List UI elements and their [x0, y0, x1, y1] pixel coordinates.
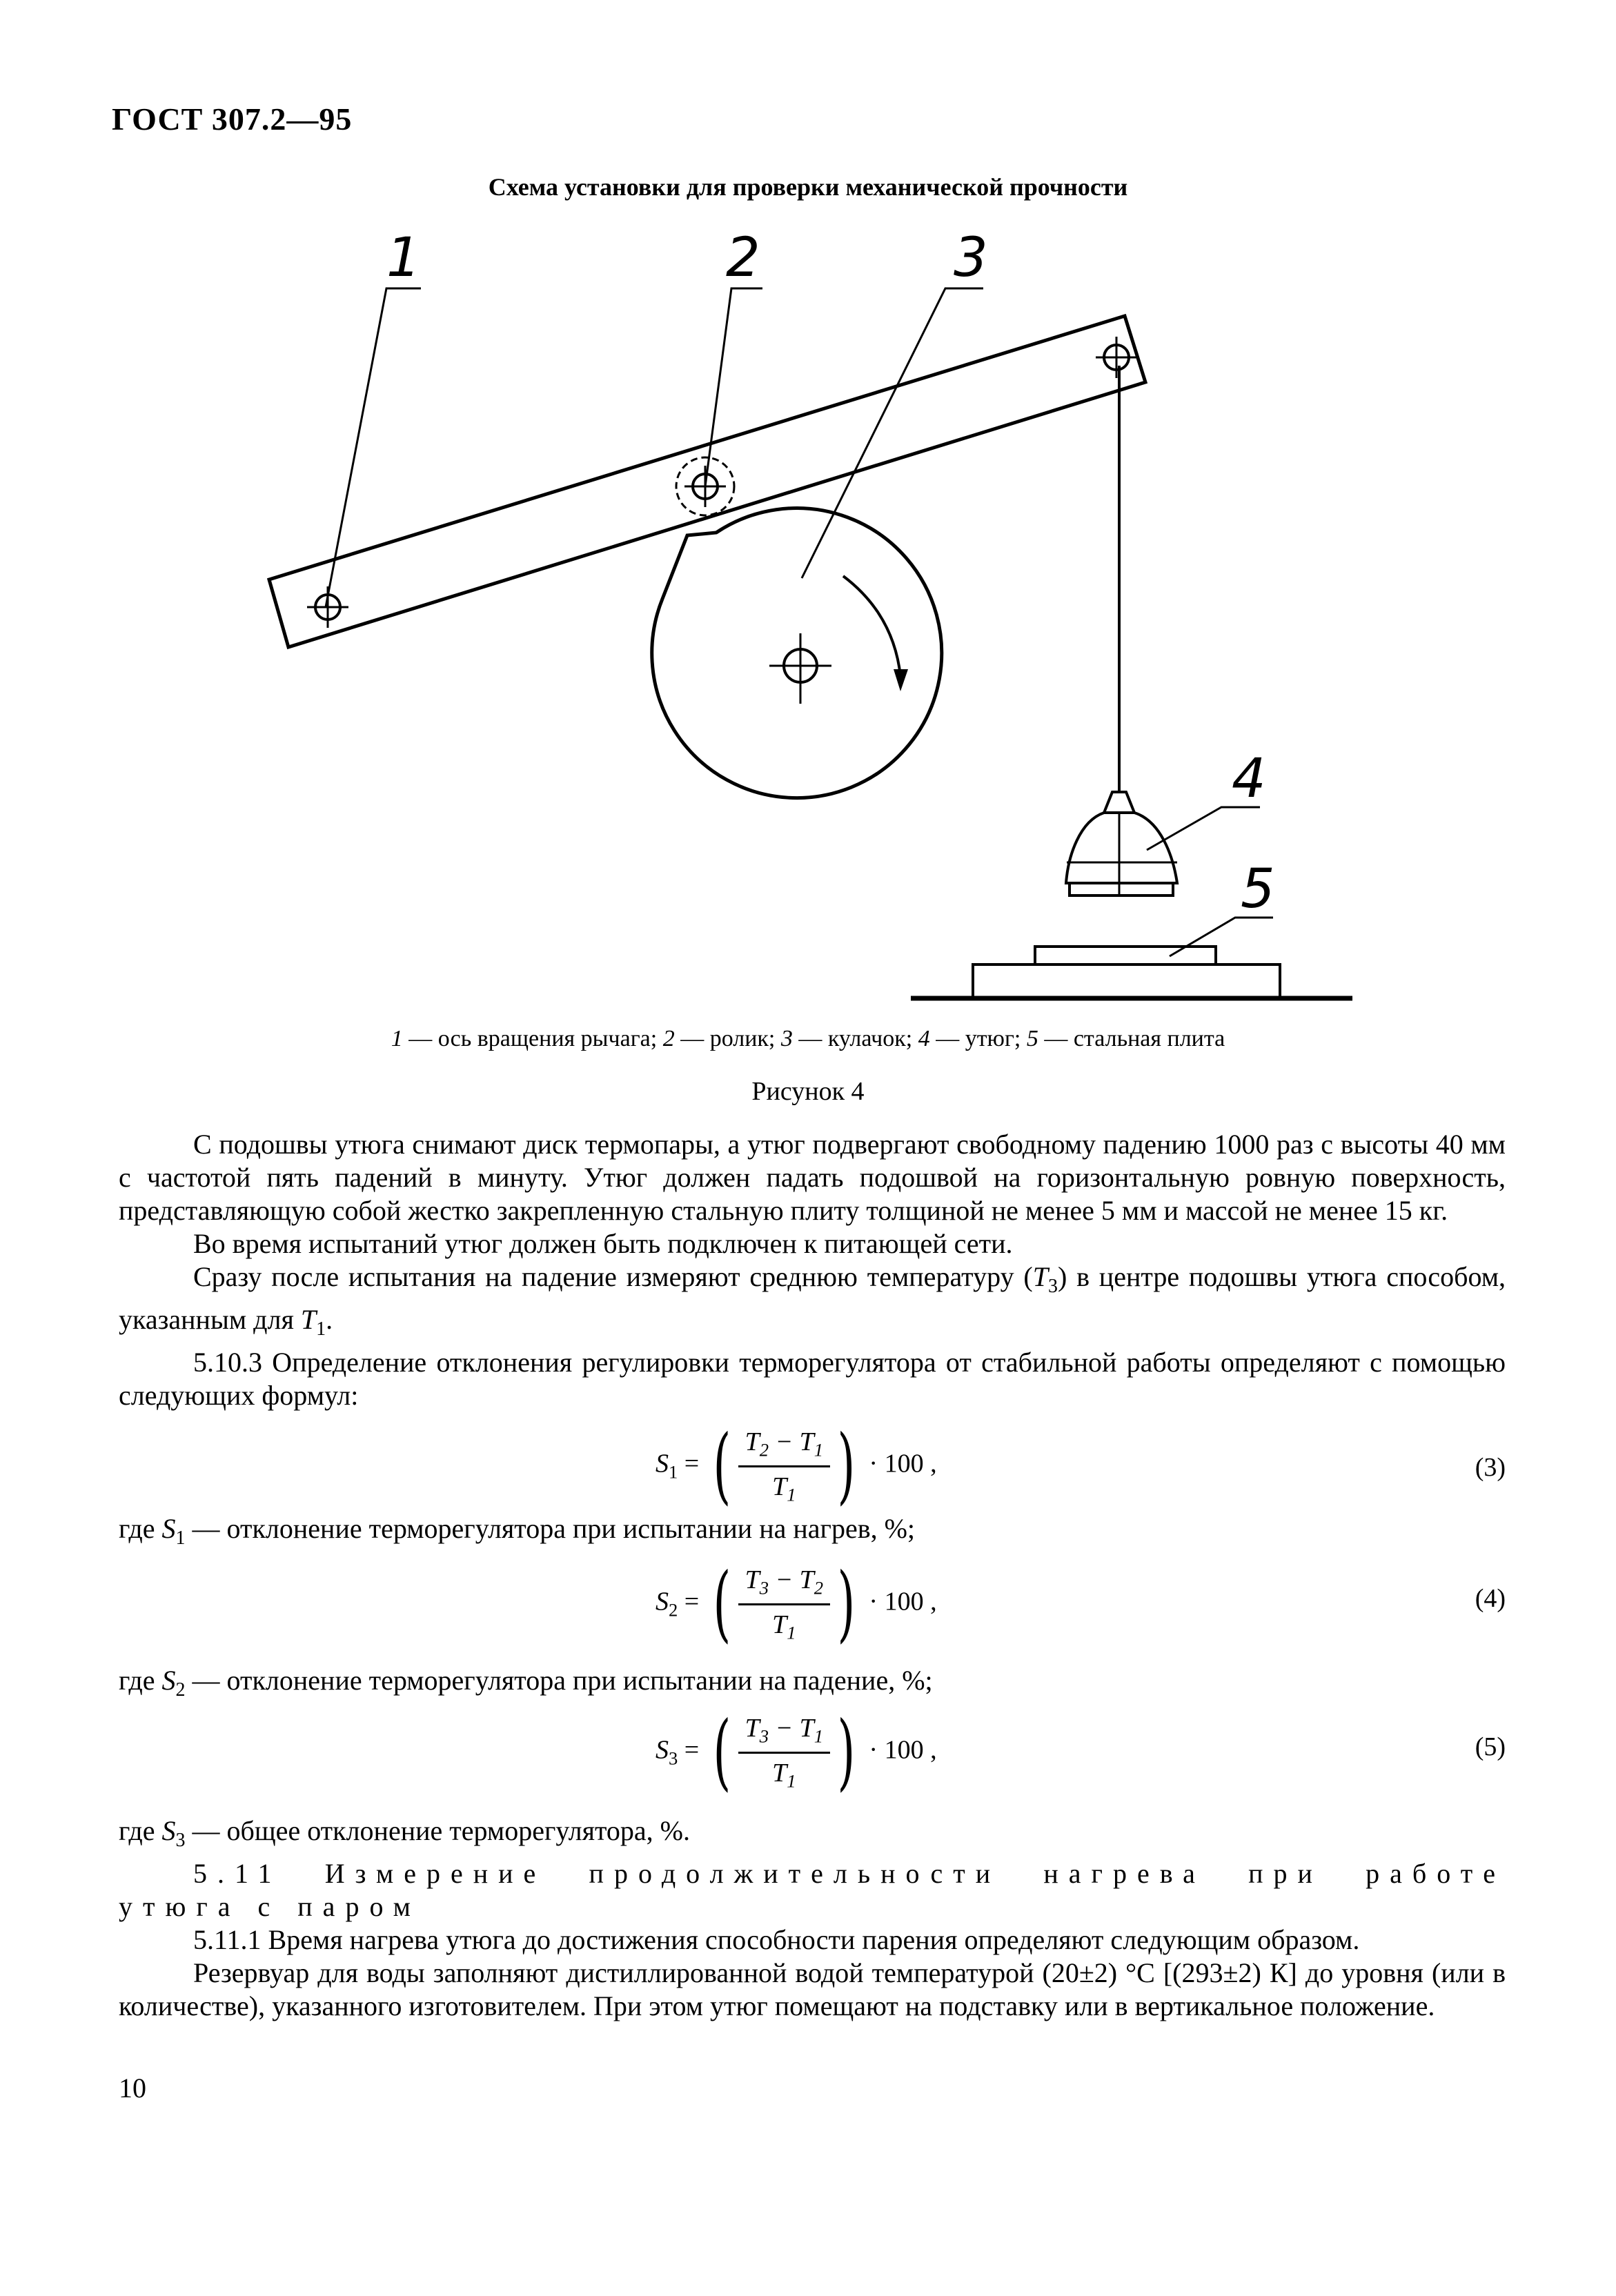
- figure-title: Схема установки для проверки механической прочности: [488, 173, 1128, 201]
- paragraph: Сразу после испытания на падение измеряют среднюю температуру $(T_3)$ в центре подошвы утюга способом, указанным для $T_1$.: [119, 1261, 1506, 1340]
- label-1: 1: [386, 227, 421, 289]
- leader-5: [1170, 918, 1273, 956]
- standard-header: ГОСТ 307.2—95: [112, 101, 353, 137]
- leader-4: [1147, 807, 1260, 850]
- label-2: 2: [726, 227, 760, 289]
- where-1: где $S_1$ — отклонение терморегулятора при испытании на нагрев, %;: [119, 1513, 916, 1549]
- paragraph-block-1: [119, 1128, 1506, 1412]
- page-number: 10: [119, 2072, 146, 2104]
- equation-number-5: (5): [1475, 1732, 1506, 1761]
- test-rig-diagram: [248, 221, 1394, 1021]
- leader-2: [705, 288, 762, 486]
- leader-3: [802, 288, 983, 578]
- where-2: где $S_2$ — отклонение терморегулятора при испытании на падение, %;: [119, 1665, 933, 1701]
- figure-legend: 1 — ось вращения рычага; 2 — ролик; 3 — кулачок; 4 — утюг; 5 — стальная плита: [391, 1026, 1225, 1051]
- equation-number-3: (3): [1475, 1453, 1506, 1482]
- paragraph: 5.11.1 Время нагрева утюга до достижения способности парения определяют следующим образом.: [193, 1924, 1360, 1955]
- paragraph: С подошвы утюга снимают диск термопары, а утюг подвергают свободному падению 1000 раз с высоты 40 мм с частотой пять падений в минуту. Утюг должен падать подошвой на горизонтальную ровную поверхность, представляющую собой жестко закрепленную стальную плиту толщиной не менее 5 мм и массой не менее 15 кг.: [119, 1129, 1506, 1226]
- paragraph: 5.10.3 Определение отклонения регулировки терморегулятора от стабильной работы определяют с помощью следующих формул:: [119, 1347, 1506, 1411]
- rotation-arrow-icon: [843, 576, 900, 676]
- label-3: 3: [954, 227, 988, 289]
- string-pivot: [1096, 337, 1137, 378]
- label-4: 4: [1232, 748, 1266, 810]
- paragraph-block-2: где $S_3$ — общее отклонение терморегулятора, %. 5.11 Измерение продолжительности нагрева при работе утюга с паром 5.11.1 Время нагрева утюга до достижения способности парения определяют следующим образом. Резервуар для воды заполняют дистиллированной водой температурой (20±2) °С [(293±2) К] до уровня (или в количестве), указанного изготовителем. При этом утюг помещают на подставку или в вертикальное положение.: [119, 1815, 1506, 2021]
- lever: [269, 316, 1145, 647]
- figure-caption: Рисунок 4: [751, 1077, 865, 1106]
- paragraph: Во время испытаний утюг должен быть подключен к питающей сети.: [193, 1228, 1013, 1259]
- equation-5: $S_3$ = ( $\frac{T_3 - T_1}{T_1}$ ) · 100 ,: [656, 1704, 937, 1800]
- cam: [652, 508, 942, 798]
- equation-4: $S_2$ = ( $\frac{T_3 - T_2}{T_1}$ ) · 100 ,: [656, 1556, 937, 1652]
- label-5: 5: [1241, 858, 1275, 920]
- paragraph: Резервуар для воды заполняют дистиллированной водой температурой (20±2) °С [(293±2) К] до уровня (или в количестве), указанного изготовителем. При этом утюг помещают на подставку или в вертикальное положение.: [119, 1957, 1506, 2021]
- equation-3: $S_1$ = ( $\frac{T_2 - T_1}{T_1}$ ) · 100 ,: [656, 1418, 937, 1514]
- iron: [1066, 792, 1177, 895]
- equation-number-4: (4): [1475, 1584, 1506, 1613]
- section-heading-5-11: 5.11 Измерение продолжительности нагрева при работе утюга с паром: [119, 1858, 1506, 1922]
- steel-plate: [911, 947, 1352, 998]
